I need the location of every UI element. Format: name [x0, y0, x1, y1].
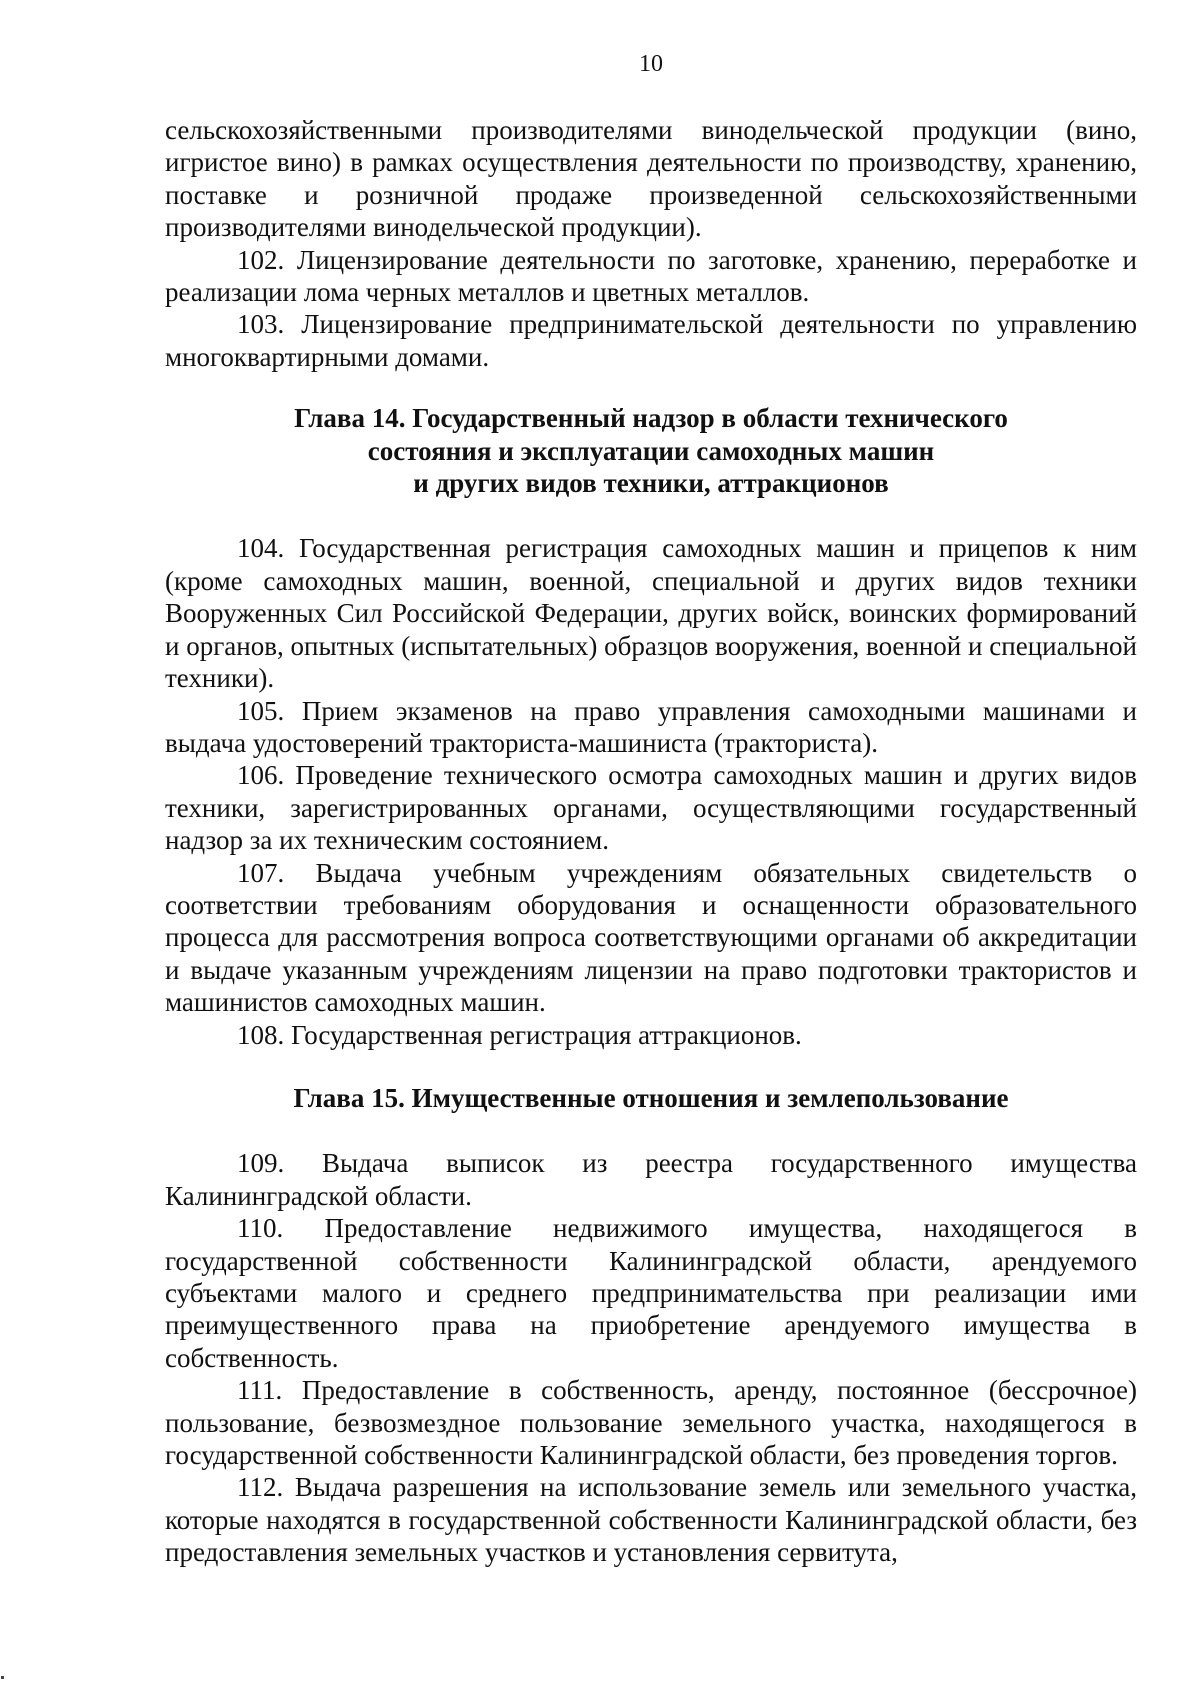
document-page: [165, 48, 1137, 1569]
paragraph-105: 105. Прием экзаменов на право управления самоходными машинами и выдача удостоверений тракториста-машиниста (тракториста).: [165, 695, 1137, 758]
paragraph-111: 111. Предоставление в собственность, аренду, постоянное (бессрочное) пользование, безвозмездное пользование земельного участка, находящегося в государственной собственности Калининградской области, без проведения торгов.: [165, 1375, 1137, 1471]
paragraph-107: 107. Выдача учебным учреждениям обязательных свидетельств о соответствии требованиям оборудования и оснащенности образовательного процесса для рассмотрения вопроса соответствующими органами об аккредитации и выдаче указанным учреждениям лицензии на право подготовки трактористов и машинистов самоходных машин.: [165, 857, 1137, 1018]
paragraph-102: 102. Лицензирование деятельности по заготовке, хранению, переработке и реализации лома черных металлов и цветных металлов.: [165, 244, 1137, 308]
chapter-14-heading-line: состояния и эксплуатации самоходных машин: [367, 435, 935, 466]
paragraph-112: 112. Выдача разрешения на использование земель или земельного участка, которые находятся в государственной собственности Калининградской области, без предоставления земельных участков и установления сервитута,: [165, 1472, 1137, 1568]
chapter-14-heading: [165, 402, 1137, 499]
paragraph-108: 108. Государственная регистрация аттракционов.: [237, 1019, 802, 1050]
chapter-14-heading-line: Глава 14. Государственный надзор в области технического: [294, 403, 1008, 434]
chapter-15-heading: Глава 15. Имущественные отношения и землепользование: [293, 1082, 1009, 1113]
paragraph-110: 110. Предоставление недвижимого имущества, находящегося в государственной собственности Калининградской области, арендуемого субъектами малого и среднего предпринимательства при реализации ими преимущественного права на приобретение арендуемого имущества в собственность.: [165, 1213, 1137, 1373]
paragraph-103: 103. Лицензирование предпринимательской деятельности по управлению многоквартирными домами.: [165, 309, 1137, 372]
paragraph-106: 106. Проведение технического осмотра самоходных машин и других видов техники, зарегистрированных органами, осуществляющими государственный надзор за их техническим состоянием.: [165, 760, 1137, 856]
page-number: 10: [639, 51, 663, 77]
scan-speck: [1, 1676, 4, 1679]
paragraph-continuation: сельскохозяйственными производителями винодельческой продукции (вино, игристое вино) в рамках осуществления деятельности по производству, хранению, поставке и розничной продаже произведенной сельскохозяйственными производителями винодельческой продукции).: [165, 115, 1137, 243]
paragraph-109: 109. Выдача выписок из реестра государственного имущества Калининградской области.: [165, 1148, 1137, 1211]
paragraph-104: 104. Государственная регистрация самоходных машин и прицепов к ним (кроме самоходных машин, военной, специальной и других видов техники Вооруженных Сил Российской Федерации, других войск, воинских формирований и органов, опытных (испытательных) образцов вооружения, военной и специальной техники).: [165, 533, 1137, 694]
chapter-14-heading-line: и других видов техники, аттракционов: [413, 468, 889, 499]
